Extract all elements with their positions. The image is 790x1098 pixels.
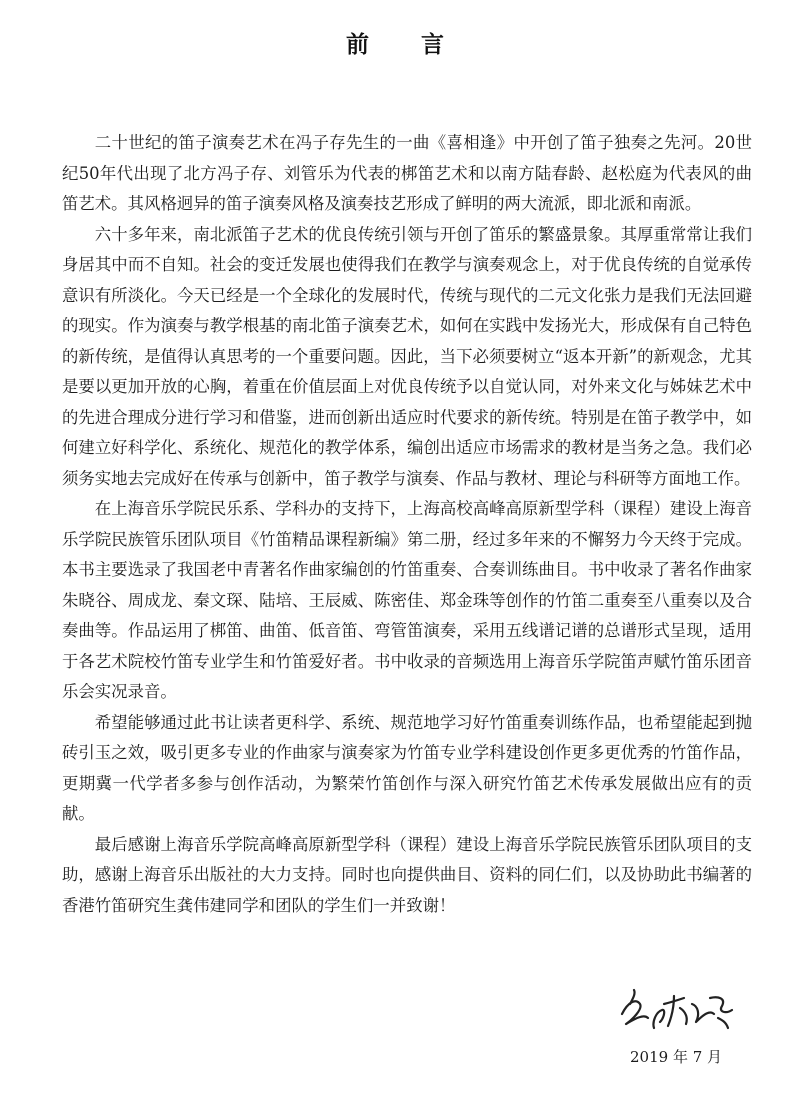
preface-body	[62, 128, 752, 921]
preface-date: 2019 年 7 月	[630, 1048, 723, 1066]
paragraph-5: 最后感谢上海音乐学院高峰高原新型学科（课程）建设上海音乐学院民族管乐团队项目的支助，感谢上海音乐出版社的大力支持。同时也向提供曲目、资料的同仁们，以及协助此书编著的香港竹笛研究生龚伟建同学和团队的学生们一并致谢！	[62, 834, 752, 915]
paragraph-1: 二十世纪的笛子演奏艺术在冯子存先生的一曲《喜相逢》中开创了笛子独奏之先河。20世纪50年代出现了北方冯子存、刘管乐为代表的梆笛艺术和以南方陆春龄、赵松庭为代表风的曲笛艺术。其风格迥异的笛子演奏风格及演奏技艺形成了鲜明的两大流派，即北派和南派。	[62, 133, 752, 213]
handwritten-signature	[614, 984, 744, 1036]
paragraph-2: 六十多年来，南北派笛子艺术的优良传统引领与开创了笛乐的繁盛景象。其厚重常常让我们身居其中而不自知。社会的变迁发展也使得我们在教学与演奏观念上，对于优良传统的自觉承传意识有所淡化。今天已经是一个全球化的发展时代，传统与现代的二元文化张力是我们无法回避的现实。作为演奏与教学根基的南北笛子演奏艺术，如何在实践中发扬光大，形成保有自己特色的新传统，是值得认真思考的一个重要问题。因此，当下必须要树立“返本开新”的新观念，尤其是要以更加开放的心胸，着重在价值层面上对优良传统予以自觉认同，对外来文化与姊妹艺术中的先进合理成分进行学习和借鉴，进而创新出适应时代要求的新传统。特别是在笛子教学中，如何建立好科学化、系统化、规范化的教学体系，编创出适应市场需求的教材是当务之急。我们必须务实地去完成好在传承与创新中，笛子教学与演奏、作品与教材、理论与科研等方面地工作。	[62, 224, 752, 488]
paragraph-4: 希望能够通过此书让读者更科学、系统、规范地学习好竹笛重奏训练作品，也希望能起到抛砖引玉之效，吸引更多专业的作曲家与演奏家为竹笛专业学科建设创作更多更优秀的竹笛作品，更期冀一代学者多参与创作活动，为繁荣竹笛创作与深入研究竹笛艺术传承发展做出应有的贡献。	[62, 712, 752, 823]
paragraph-3: 在上海音乐学院民乐系、学科办的支持下，上海高校高峰高原新型学科（课程）建设上海音乐学院民族管乐团队项目《竹笛精品课程新编》第二册，经过多年来的不懈努力今天终于完成。本书主要选录了我国老中青著名作曲家编创的竹笛重奏、合奏训练曲目。书中收录了著名作曲家朱晓谷、周成龙、秦文琛、陆培、王辰威、陈密佳、郑金珠等创作的竹笛二重奏至八重奏以及合奏曲等。作品运用了梆笛、曲笛、低音笛、弯管笛演奏，采用五线谱记谱的总谱形式呈现，适用于各艺术院校竹笛专业学生和竹笛爱好者。书中收录的音频选用上海音乐学院笛声赋竹笛乐团音乐会实况录音。	[62, 499, 752, 701]
page-title: 前 言	[345, 31, 466, 58]
